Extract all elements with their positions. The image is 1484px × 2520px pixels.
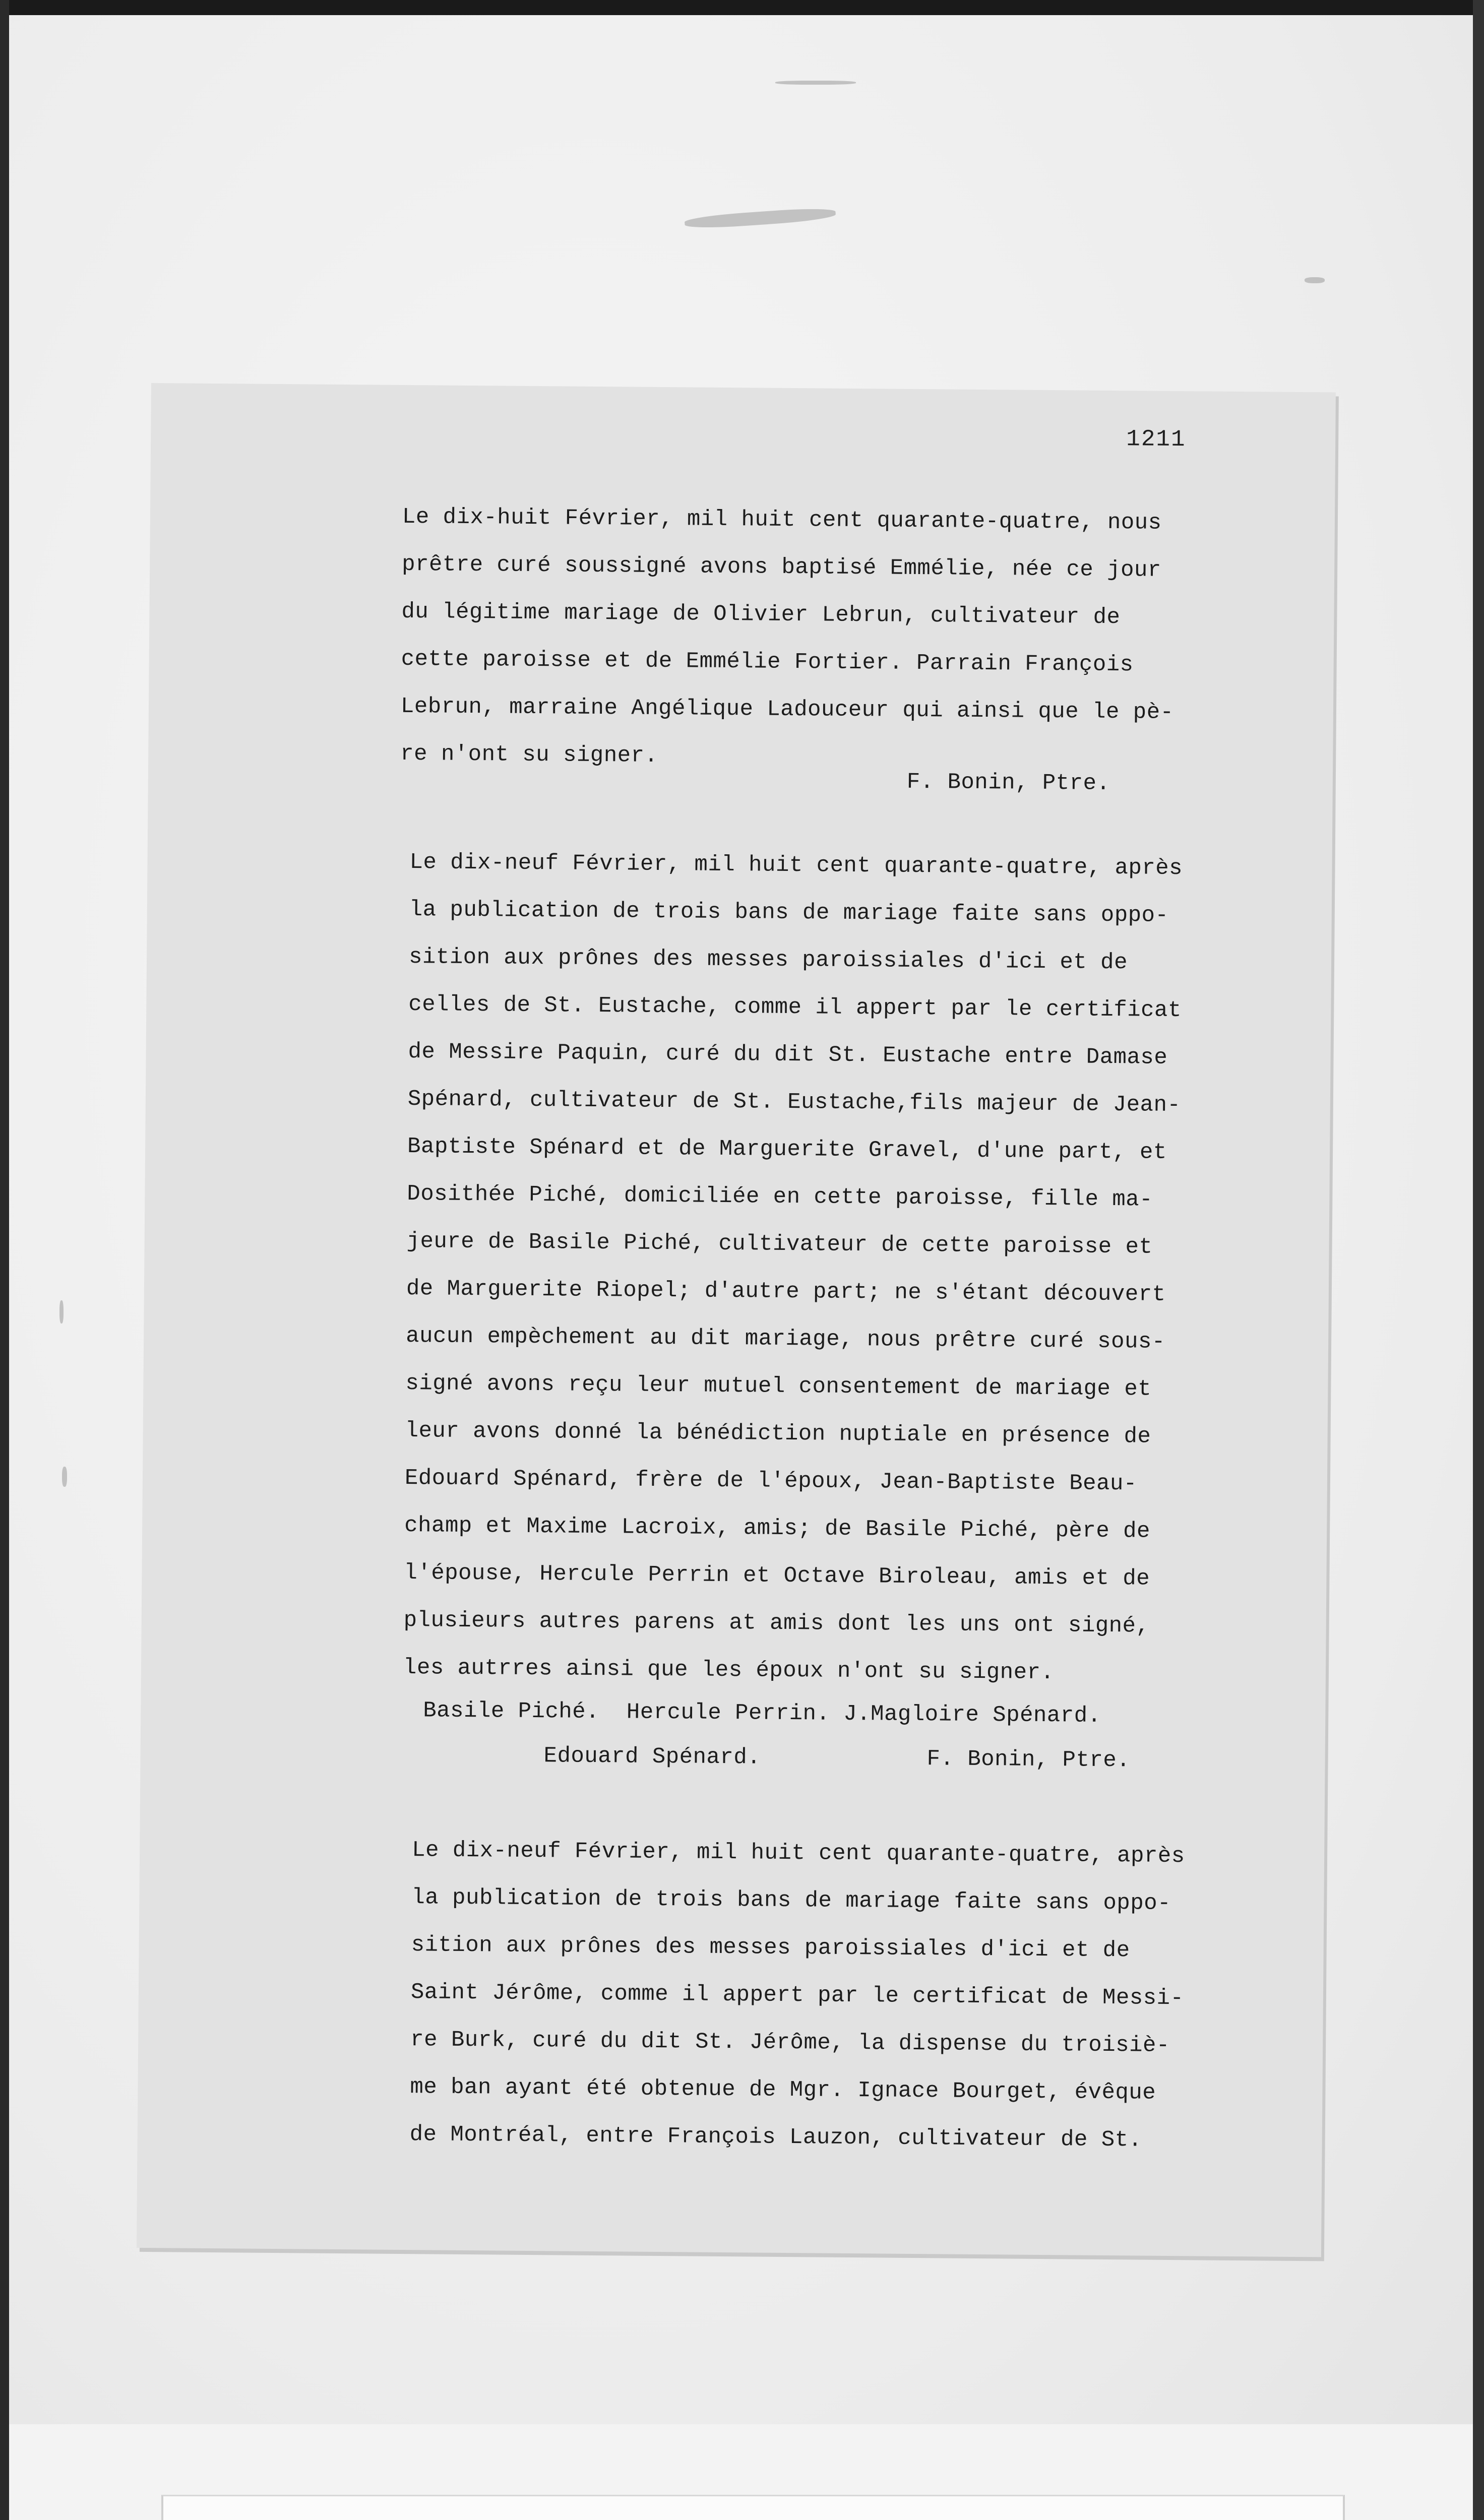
marriage-entry: Le dix-neuf Février, mil huit cent quarante-quatre, après la publication de trois bans de mariage faite sans oppo- sition aux prônes des messes paroissiales d'ici et de Saint Jérôme, comme il appert par le certificat de Messi- re Burk, curé du dit St. Jérôme, la dispense du troisiè- me ban ayant été obtenue de Mgr. Ignace Bourget, évêque de Montréal, entre François Lauzon, cultivateur de St.: [409, 1838, 1185, 2153]
smudge-mark: [684, 207, 836, 230]
film-frame-right: [1473, 0, 1484, 2520]
witness-signatures: Basile Piché. Hercule Perrin. J.Magloire Spénard.: [423, 1698, 1101, 1729]
marriage-entry: Le dix-neuf Février, mil huit cent quarante-quatre, après la publication de trois bans de mariage faite sans oppo- sition aux prônes des messes paroissiales d'ici et de celles de St. Eustache, comme il appert par le certificat de Messire Paquin, curé du dit St. Eustache entre Damase Spénard, cultivateur de St. Eustache,fils majeur de Jean- Baptiste Spénard et de Marguerite Gravel, d'une part, et Dosithée Piché, domiciliée en cette paroisse, fille ma- jeure de Basile Piché, cultivateur de cette paroisse et de Marguerite Riopel; d'autre part; ne s'étant découvert aucun empèchement au dit mariage, nous prêtre curé sous- signé avons reçu leur mutuel consentement de mariage et leur avons donné la bénédiction nuptiale en présence de Edouard Spénard, frère de l'époux, Jean-Baptiste Beau- champ et Maxime Lacroix, amis; de Basile Piché, père de l'épouse, Hercule Perrin et Octave Biroleau, amis et de plusieurs autres parens at amis dont les uns ont signé, les autrres ainsi que les époux n'ont su signer.: [403, 850, 1183, 1686]
smudge-mark: [62, 1467, 67, 1487]
witness-signature: Edouard Spénard.: [543, 1743, 761, 1771]
smudge-mark: [59, 1300, 64, 1324]
priest-signature: F. Bonin, Ptre.: [926, 1746, 1131, 1774]
smudge-mark: [1305, 277, 1325, 283]
baptism-entry: Le dix-huit Février, mil huit cent quarante-quatre, nous prêtre curé soussigné avons baptisé Emmélie, née ce jour du légitime mariage de Olivier Lebrun, cultivateur de cette paroisse et de Emmélie Fortier. Parrain François Lebrun, marraine Angélique Ladouceur qui ainsi que le pè- re n'ont su signer.: [400, 504, 1174, 769]
film-frame-left: [0, 0, 9, 2520]
priest-signature: F. Bonin, Ptre.: [906, 769, 1110, 796]
register-page: [137, 383, 1336, 2257]
page-number: 1211: [1126, 426, 1186, 453]
smudge-mark: [775, 81, 856, 85]
film-frame-top: [0, 0, 1484, 15]
archive-label: [161, 2495, 1345, 2520]
